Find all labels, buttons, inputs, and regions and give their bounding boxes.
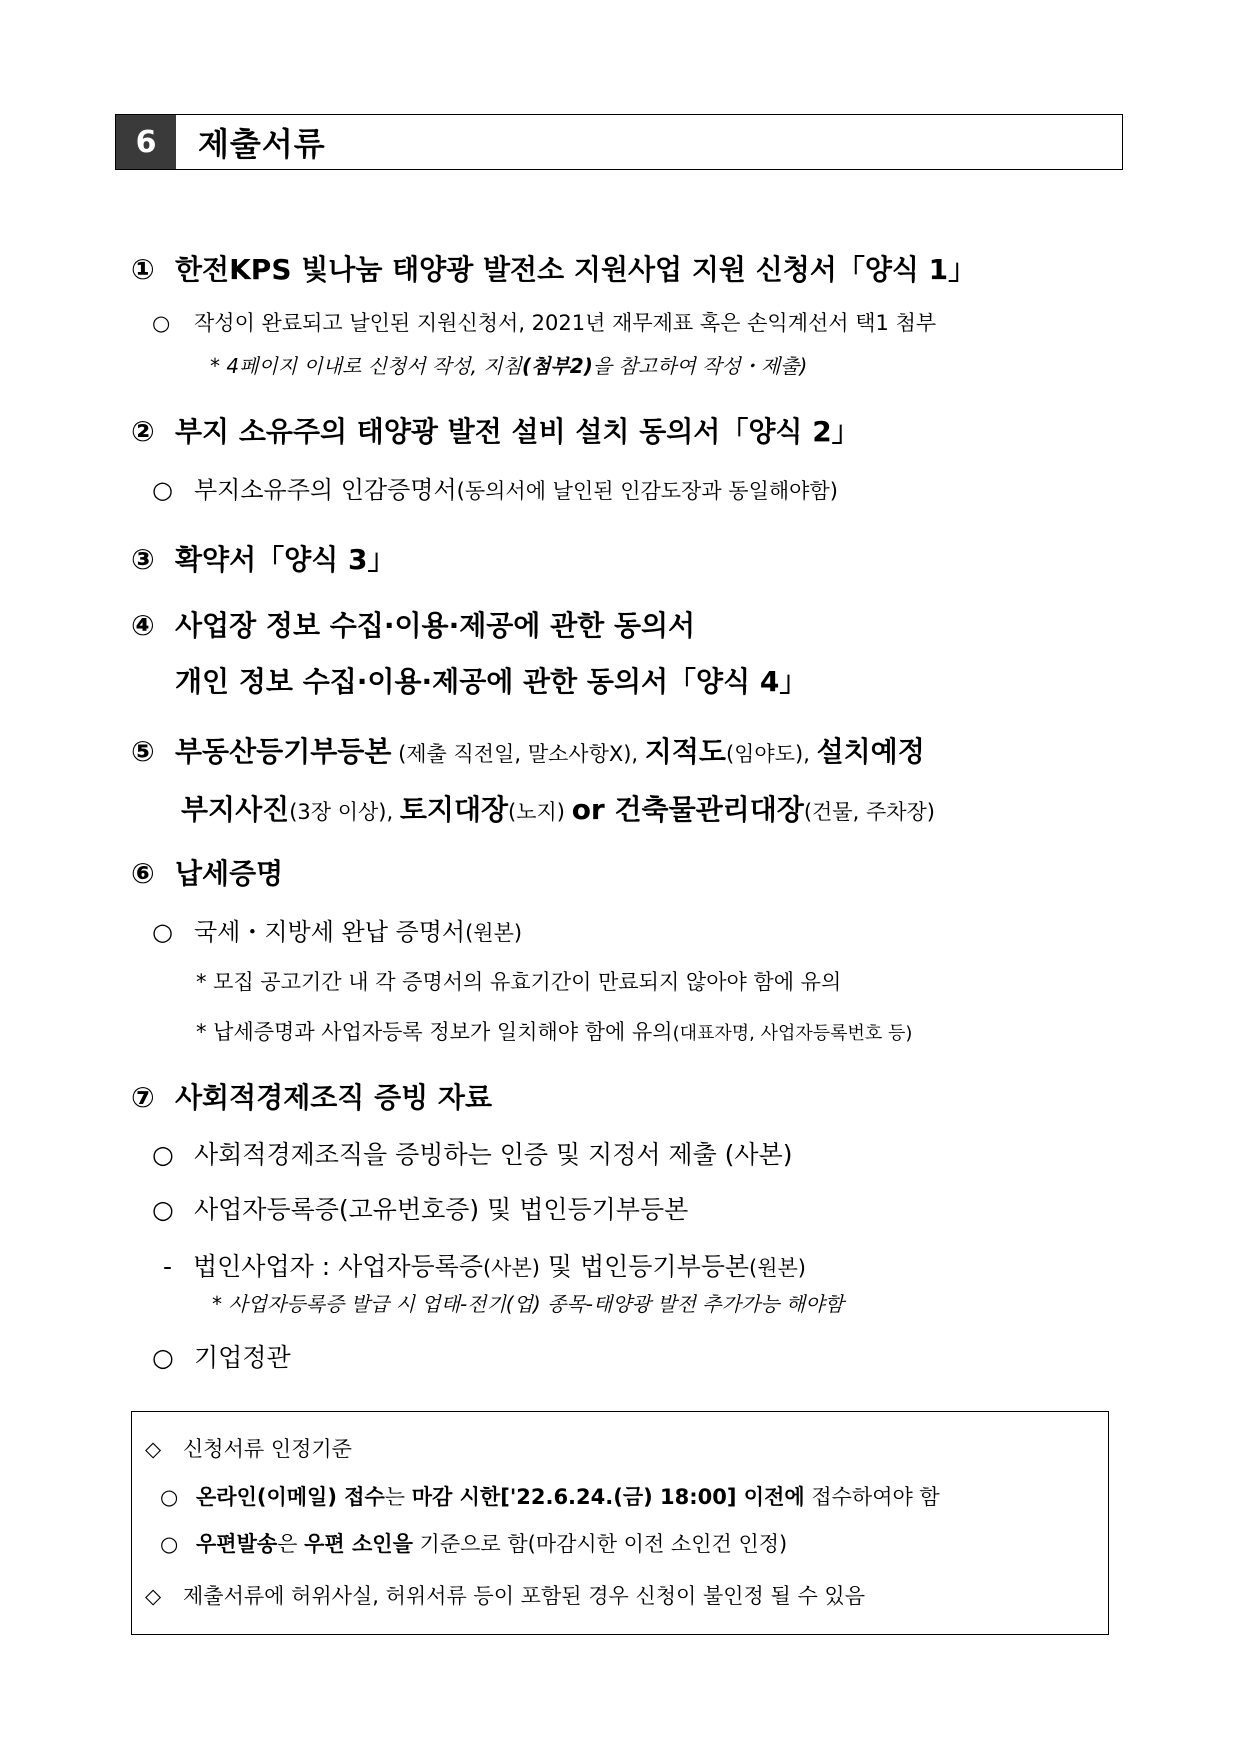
note-text: * 4페이지 이내로 신청서 작성, 지침 xyxy=(210,354,523,378)
doc-site-photo-note: (3장 이상), xyxy=(289,800,400,824)
item-4-marker: ④ xyxy=(131,609,155,642)
bullet-icon: ○ xyxy=(160,1485,179,1509)
item-7-sub-item xyxy=(163,1247,806,1283)
item-7-bullet-2 xyxy=(152,1190,688,1226)
item-3-title: 확약서「양식 3」 xyxy=(175,543,396,576)
doc-building-ledger: or 건축물관리대장 xyxy=(571,793,804,826)
section-title: 제출서류 xyxy=(198,125,326,163)
notice-text-end: 접수하여야 함 xyxy=(804,1485,940,1509)
notice-text: 은 xyxy=(277,1532,305,1556)
sub-text-2: 및 법인등기부등본 xyxy=(539,1252,750,1281)
item-1-marker: ① xyxy=(131,253,155,286)
notice-text-end: 기준으로 함(마감시한 이전 소인건 인정) xyxy=(412,1532,788,1556)
item-6-marker: ⑥ xyxy=(131,857,155,890)
notice-deadline: 마감 시한['22.6.24.(금) 18:00] 이전에 xyxy=(411,1485,805,1509)
item-6-text: 국세・지방세 완납 증명서 xyxy=(194,918,466,946)
diamond-icon: ◇ xyxy=(145,1584,162,1608)
item-4-heading xyxy=(131,604,695,644)
item-1-bullet-row xyxy=(152,307,936,337)
item-7-marker: ⑦ xyxy=(131,1081,155,1114)
item-2-bullet-row xyxy=(152,470,838,505)
item-4-line-2: 개인 정보 수집·이용·제공에 관한 동의서「양식 4」 xyxy=(175,665,808,698)
note-text: * 납세증명과 사업자등록 정보가 일치해야 함에 유의 xyxy=(196,1020,673,1044)
notice-title: 신청서류 인정기준 xyxy=(183,1437,352,1461)
bullet-icon: ○ xyxy=(160,1532,179,1556)
item-2-heading xyxy=(131,410,860,450)
sub-text-original: (원본) xyxy=(749,1256,807,1280)
bullet-icon: ○ xyxy=(152,918,173,946)
item-1-note xyxy=(210,350,807,379)
item-6-title: 납세증명 xyxy=(175,857,284,890)
doc-cadastral-note: (임야도), xyxy=(725,742,817,766)
item-2-text-small: (동의서에 날인된 인감도장과 동일해야함) xyxy=(456,479,838,503)
sub-text: 법인사업자 : 사업자등록증 xyxy=(193,1252,483,1281)
item-5-line-1 xyxy=(131,730,925,770)
doc-cadastral-map: 지적도 xyxy=(644,735,726,768)
item-2-title: 부지 소유주의 태양광 발전 설비 설치 동의서「양식 2」 xyxy=(175,415,860,448)
item-6-note-1: * 모집 공고기간 내 각 증명서의 유효기간이 만료되지 않아야 함에 유의 xyxy=(196,970,842,994)
bullet-icon: ○ xyxy=(152,476,173,504)
note-text-end: 을 참고하여 작성・제출) xyxy=(592,354,808,378)
doc-site-photo-end: 부지사진 xyxy=(181,793,290,826)
item-5-line-2 xyxy=(181,788,935,828)
item-7-bullet-1 xyxy=(152,1135,793,1171)
dash-marker: - xyxy=(163,1252,173,1281)
item-3-heading xyxy=(131,538,395,578)
doc-building-ledger-note: (건물, 주차장) xyxy=(803,800,935,824)
note-bold: (첨부2) xyxy=(522,354,593,378)
doc-land-ledger: 토지대장 xyxy=(399,793,509,826)
section-number: 6 xyxy=(116,115,176,169)
notice-postmark: 우편 소인을 xyxy=(304,1532,413,1556)
doc-registry: 부동산등기부등본 xyxy=(175,735,392,768)
item-7-text-2: 사업자등록증(고유번호증) 및 법인등기부등본 xyxy=(194,1195,689,1224)
notice-title-row xyxy=(145,1433,352,1463)
bullet-icon: ○ xyxy=(152,1195,174,1224)
item-4-line-1: 사업장 정보 수집·이용·제공에 관한 동의서 xyxy=(175,609,696,642)
doc-site-photo-start: 설치예정 xyxy=(816,735,925,768)
sub-text-copy: (사본) xyxy=(482,1256,540,1280)
item-7-note: * 사업자등록증 발급 시 업태-전기(업) 종목-태양광 발전 추가가능 해야함 xyxy=(212,1292,844,1316)
notice-mail: 우편발송 xyxy=(196,1532,278,1556)
item-6-text-small: (원본) xyxy=(465,921,523,945)
notice-text: 는 xyxy=(384,1485,412,1509)
notice-line-1 xyxy=(160,1481,940,1511)
item-5-marker: ⑤ xyxy=(131,735,155,768)
bullet-icon: ○ xyxy=(152,1343,174,1372)
notice-online: 온라인(이메일) 접수 xyxy=(196,1485,385,1509)
bullet-icon: ○ xyxy=(152,311,171,335)
notice-line-2 xyxy=(160,1528,787,1558)
doc-land-ledger-note: (노지) xyxy=(508,800,572,824)
item-2-marker: ② xyxy=(131,415,155,448)
item-7-title: 사회적경제조직 증빙 자료 xyxy=(175,1081,493,1114)
notice-warning: 제출서류에 허위사실, 허위서류 등이 포함된 경우 신청이 불인정 될 수 있음 xyxy=(183,1584,866,1608)
doc-registry-note: (제출 직전일, 말소사항X), xyxy=(391,742,645,766)
diamond-icon: ◇ xyxy=(145,1437,162,1461)
item-7-bullet-3 xyxy=(152,1338,291,1374)
section-header xyxy=(115,114,1123,170)
item-6-note-2 xyxy=(196,1016,912,1046)
item-7-heading xyxy=(131,1076,492,1116)
item-6-bullet-row xyxy=(152,912,522,947)
item-2-text: 부지소유주의 인감증명서 xyxy=(194,476,457,504)
item-1-title: 한전KPS 빛나눔 태양광 발전소 지원사업 지원 신청서「양식 1」 xyxy=(175,253,977,286)
item-7-text-3: 기업정관 xyxy=(194,1343,291,1372)
item-7-text-1: 사회적경제조직을 증빙하는 인증 및 지정서 제출 (사본) xyxy=(194,1140,793,1169)
item-1-text: 작성이 완료되고 날인된 지원신청서, 2021년 재무제표 혹은 손익계선서 택1 첨부 xyxy=(194,311,937,335)
item-3-marker: ③ xyxy=(131,543,155,576)
item-6-heading xyxy=(131,852,283,892)
note-text-small: (대표자명, 사업자등록번호 등) xyxy=(672,1023,913,1044)
notice-warning-row xyxy=(145,1580,865,1610)
bullet-icon: ○ xyxy=(152,1140,174,1169)
item-1-heading xyxy=(131,248,976,288)
